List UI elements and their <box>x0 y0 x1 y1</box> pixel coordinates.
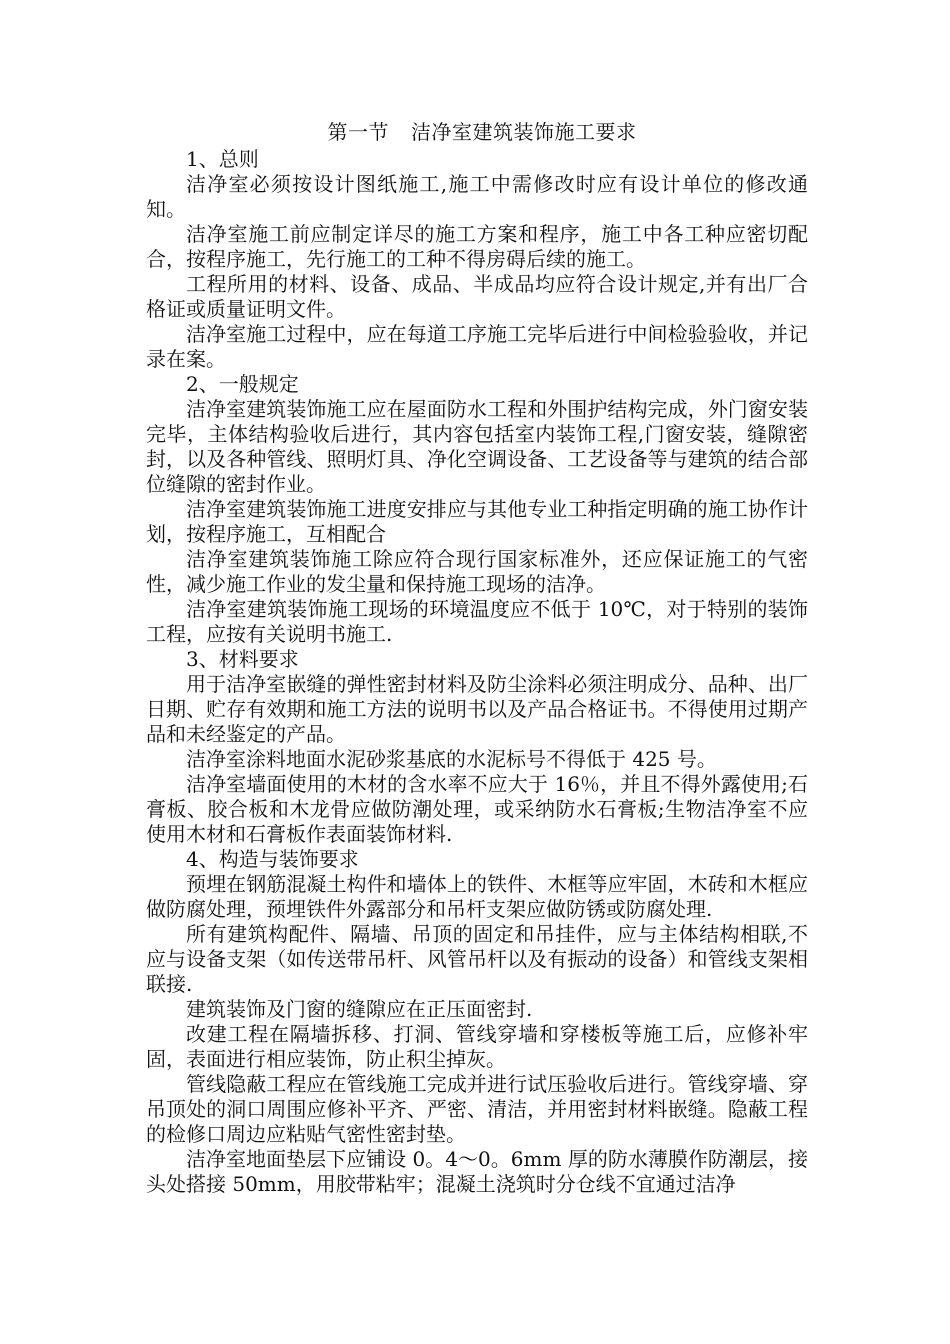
paragraph: 洁净室墙面使用的木材的含水率不应大于 16％，并且不得外露使用;石膏板、胶合板和木龙骨应做防潮处理，或采纳防水石膏板;生物洁净室不应使用木材和石膏板作表面装饰材料. <box>146 772 808 846</box>
paragraph: 洁净室涂料地面水泥砂浆基底的水泥标号不得低于 425 号。 <box>186 747 717 771</box>
paragraph: 洁净室必须按设计图纸施工,施工中需修改时应有设计单位的修改通知。 <box>146 172 808 221</box>
page-title <box>146 120 808 145</box>
section-number: 第一节 <box>327 120 389 144</box>
paragraph: 洁净室建筑装饰施工进度安排应与其他专业工种指定明确的施工协作计划，按程序施工，互相配合 <box>146 497 808 546</box>
paragraph: 预埋在钢筋混凝土构件和墙体上的铁件、木框等应牢固，木砖和木框应做防腐处理，预埋铁件外露部分和吊杆支架应做防锈或防腐处理. <box>146 872 808 921</box>
paragraph: 工程所用的材料、设备、成品、半成品均应符合设计规定,并有出厂合格证或质量证明文件。 <box>146 272 808 321</box>
document-page <box>146 120 808 1197</box>
paragraph: 洁净室建筑装饰施工除应符合现行国家标准外，还应保证施工的气密性，减少施工作业的发尘量和保持施工现场的洁净。 <box>146 547 808 596</box>
section-heading-general: 1、总则 <box>186 147 259 171</box>
paragraph: 洁净室施工过程中，应在每道工序施工完毕后进行中间检验验收，并记录在案。 <box>146 322 808 371</box>
section-name: 洁净室建筑装饰施工要求 <box>411 120 637 144</box>
section-heading-materials: 3、材料要求 <box>186 647 299 671</box>
paragraph: 用于洁净室嵌缝的弹性密封材料及防尘涂料必须注明成分、品种、出厂日期、贮存有效期和施工方法的说明书以及产品合格证书。不得使用过期产品和未经鉴定的产品。 <box>146 672 808 746</box>
paragraph: 洁净室建筑装饰施工应在屋面防水工程和外围护结构完成，外门窗安装完毕，主体结构验收后进行，其内容包括室内装饰工程,门窗安装，缝隙密封，以及各种管线、照明灯具、净化空调设备、工艺设备等与建筑的结合部位缝隙的密封作业。 <box>146 397 808 496</box>
paragraph: 洁净室建筑装饰施工现场的环境温度应不低于 10℃，对于特别的装饰工程，应按有关说明书施工. <box>146 597 808 646</box>
paragraph: 所有建筑构配件、隔墙、吊顶的固定和吊挂件，应与主体结构相联,不应与设备支架（如传送带吊杆、风管吊杆以及有振动的设备）和管线支架相联接. <box>146 922 808 996</box>
paragraph: 管线隐蔽工程应在管线施工完成并进行试压验收后进行。管线穿墙、穿吊顶处的洞口周围应修补平齐、严密、清洁，并用密封材料嵌缝。隐蔽工程的检修口周边应粘贴气密性密封垫。 <box>146 1072 808 1146</box>
paragraph: 洁净室施工前应制定详尽的施工方案和程序，施工中各工种应密切配合，按程序施工，先行施工的工种不得房碍后续的施工。 <box>146 222 808 271</box>
section-heading-general-rules: 2、一般规定 <box>186 372 299 396</box>
section-heading-construction: 4、构造与装饰要求 <box>186 847 359 871</box>
paragraph: 洁净室地面垫层下应铺设 0。4～0。6mm 厚的防水薄膜作防潮层，接头处搭接 50mm，用胶带粘牢；混凝土浇筑时分仓线不宜通过洁净 <box>146 1147 808 1196</box>
paragraph: 改建工程在隔墙拆移、打洞、管线穿墙和穿楼板等施工后，应修补牢固，表面进行相应装饰，防止积尘掉灰。 <box>146 1022 808 1071</box>
paragraph: 建筑装饰及门窗的缝隙应在正压面密封. <box>186 997 533 1021</box>
